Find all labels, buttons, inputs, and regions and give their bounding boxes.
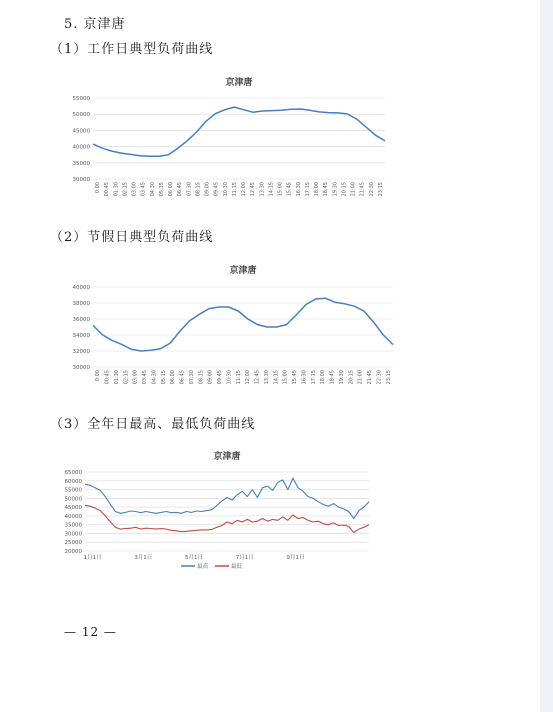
x-tick-label: 15:00 [277,182,284,197]
x-tick-label: 13:30 [259,182,266,197]
x-tick-label: 21:45 [367,370,374,385]
y-tick-label: 40000 [72,144,90,151]
x-tick-label: 17:15 [310,370,317,385]
x-tick-label: 22:30 [376,370,383,385]
subsection-heading-2: （2）节假日典型负荷曲线 [50,230,214,245]
x-tick-label: 23:15 [385,370,392,385]
chart-workday [59,70,391,210]
y-tick-label: 40000 [64,513,82,520]
y-tick-label: 36000 [72,317,90,323]
x-tick-label: 18:00 [314,182,321,197]
y-tick-label: 40000 [72,285,90,291]
section-title: 5. 京津唐 [64,17,126,32]
x-tick-label: 01:30 [113,182,120,197]
x-tick-label: 17:15 [304,182,311,197]
scrollbar[interactable] [540,0,553,712]
y-tick-label: 32000 [72,349,90,355]
x-tick-label: 18:00 [320,370,327,385]
y-tick-label: 35000 [72,160,90,167]
x-tick-label: 18:45 [329,370,336,385]
x-tick-label: 11:15 [235,370,242,385]
y-tick-label: 20000 [64,549,82,555]
x-tick-label: 03:45 [140,182,147,197]
chart-holiday [59,258,399,398]
x-tick-label: 16:30 [301,370,308,385]
x-tick-label: 16:30 [295,182,302,197]
y-tick-label: 45000 [72,128,90,135]
x-tick-label: 03:45 [142,370,149,385]
x-tick-label: 3月1日 [134,555,153,561]
y-tick-label: 45000 [64,505,82,512]
y-tick-label: 34000 [72,333,90,339]
x-tick-label: 00:45 [104,182,111,197]
x-tick-label: 06:45 [179,370,186,385]
x-tick-label: 05:15 [158,182,165,197]
legend-label: 最低 [231,564,243,570]
x-tick-label: 15:00 [282,370,289,385]
x-tick-label: 11:15 [231,182,238,197]
x-tick-label: 19:30 [338,370,345,385]
x-tick-label: 0:00 [95,370,102,382]
x-tick-label: 1月1日 [83,555,102,561]
x-tick-label: 19:30 [332,182,339,197]
x-tick-label: 12:00 [241,182,248,197]
x-tick-label: 21:45 [359,182,366,197]
page-number: — 12 — [64,625,117,639]
x-tick-label: 06:00 [168,182,175,197]
x-tick-label: 18:45 [323,182,330,197]
y-tick-label: 25000 [64,540,82,547]
x-tick-label: 02:15 [123,370,130,385]
y-tick-label: 38000 [72,301,90,307]
x-tick-label: 01:30 [113,370,120,385]
x-tick-label: 06:45 [177,182,184,197]
legend-label: 最高 [197,564,209,570]
x-tick-label: 20:15 [341,182,348,197]
chart-title: 京津唐 [229,266,257,276]
x-tick-label: 7月1日 [235,555,254,561]
x-tick-label: 5月1日 [185,555,204,561]
x-tick-label: 13:30 [263,370,270,385]
x-tick-label: 04:30 [149,182,156,197]
chart-annual [59,446,375,586]
x-tick-label: 0:00 [95,182,102,194]
x-tick-label: 15:45 [286,182,293,197]
series-line-0 [93,298,393,351]
series-line-最低 [85,505,369,532]
x-tick-label: 22:30 [368,182,375,197]
chart-annual-svg [59,446,375,586]
x-tick-label: 02:15 [122,182,129,197]
x-tick-label: 00:45 [104,370,111,385]
subsection-heading-3: （3）全年日最高、最低负荷曲线 [50,417,256,432]
y-tick-label: 35000 [64,522,82,529]
chart-workday-svg [59,70,391,210]
y-tick-label: 30000 [72,177,90,183]
x-tick-label: 15:45 [292,370,299,385]
chart-title: 京津唐 [213,452,241,462]
x-tick-label: 21:00 [350,182,357,197]
x-tick-label: 06:00 [170,370,177,385]
x-tick-label: 21:00 [357,370,364,385]
x-tick-label: 10:30 [226,370,233,385]
x-tick-label: 12:00 [245,370,252,385]
x-tick-label: 09:00 [207,370,214,385]
x-tick-label: 03:00 [132,370,139,385]
subsection-heading-1: （1）工作日典型负荷曲线 [50,42,214,57]
chart-title: 京津唐 [225,78,253,88]
x-tick-label: 03:00 [131,182,138,197]
x-tick-label: 23:15 [377,182,384,197]
x-tick-label: 10:30 [222,182,229,197]
x-tick-label: 14:15 [268,182,275,197]
x-tick-label: 09:45 [213,182,220,197]
x-tick-label: 12:45 [250,182,257,197]
x-tick-label: 05:15 [160,370,167,385]
y-tick-label: 55000 [72,96,90,102]
x-tick-label: 20:15 [348,370,355,385]
x-tick-label: 07:30 [188,370,195,385]
x-tick-label: 14:15 [273,370,280,385]
x-tick-label: 9月1日 [286,555,305,561]
x-tick-label: 09:45 [217,370,224,385]
x-tick-label: 08:15 [198,370,205,385]
chart-holiday-svg [59,258,399,398]
y-tick-label: 55000 [64,487,82,494]
x-tick-label: 12:45 [254,370,261,385]
x-tick-label: 07:30 [186,182,193,197]
y-tick-label: 30000 [64,531,82,538]
x-tick-label: 08:15 [195,182,202,197]
x-tick-label: 04:30 [151,370,158,385]
y-tick-label: 50000 [64,496,82,503]
y-tick-label: 30000 [72,365,90,371]
x-tick-label: 09:00 [204,182,211,197]
y-tick-label: 65000 [64,470,82,476]
y-tick-label: 60000 [64,478,82,485]
y-tick-label: 50000 [72,112,90,119]
